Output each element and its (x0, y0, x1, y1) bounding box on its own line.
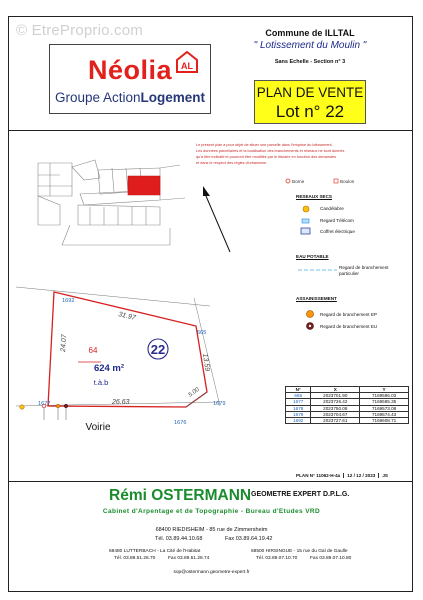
lotissement-title: " Lotissement du Moulin " (253, 40, 367, 51)
surveyor-name: Rémi OSTERMANN (109, 487, 252, 504)
branch2-fax: Fax 03.89.07.10.80 (310, 556, 352, 561)
point-1679: 1679 (213, 401, 226, 407)
dim-right: 13.59 (201, 353, 211, 372)
main-address: 68400 RIEDISHEIM - 85 rue de Zimmersheim (155, 527, 268, 533)
legend-boulon: Boulon (340, 179, 355, 184)
cell-point: 1678 (286, 405, 311, 411)
legend-telecom: Regard Télécom (320, 218, 354, 223)
legend-borne: Borne (292, 179, 305, 184)
cell-y: 7169574.43 (360, 411, 409, 417)
cell-point: 1679 (286, 411, 311, 417)
cell-point: 665 (286, 393, 311, 399)
legend-eau-potable: EAU POTABLE (296, 254, 329, 259)
cell-x: 2023704.67 (311, 411, 360, 417)
branch2-tel: Tél. 03.89.07.10.70 (256, 556, 298, 561)
legend-eau-1: Regard de branchement (339, 265, 389, 270)
location-map (38, 160, 185, 245)
regard-ep-icon (307, 311, 314, 318)
legend-eau-2: particulier (339, 271, 359, 276)
logo-group-prefix: Groupe Action (54, 90, 141, 105)
lot-number: Lot n° 22 (275, 102, 345, 121)
email-link[interactable]: sop@ostermann.geometre-expert.fr (173, 570, 250, 575)
col-header: X (311, 387, 360, 393)
branch1-tel: Tél. 03.89.51.26.70 (114, 556, 156, 561)
cell-x: 2023727.61 (311, 418, 360, 424)
lot-22-parcel (16, 287, 225, 433)
cell-x: 2023701.90 (311, 393, 360, 399)
cell-y: 7169608.71 (360, 418, 409, 424)
candelabre-icon (303, 206, 309, 212)
legend-regard-eu: Regard de branchement EU (320, 324, 378, 329)
cabinet-line: Cabinet d'Arpentage et de Topographie - Bureau d'Etudes VRD (102, 508, 321, 515)
dim-bottom: 26.63 (112, 399, 130, 406)
lot-number-circle: 22 (150, 342, 166, 357)
main-fax: Fax 03.89.64.19.42 (225, 536, 273, 542)
telecom-icon (302, 219, 309, 223)
logo-badge-text: AL (181, 61, 193, 71)
note-line: qu'à titre indicatif et pourront être modifiés par le titulaire en fonction des demandes (196, 155, 337, 159)
note-line: et dans le respect des règles d'urbanisme. (196, 161, 268, 165)
plot-area: 624 m² (93, 363, 125, 374)
note-line: Les données parcellaires et la localisation des branchements et réseaux ne sont donnés (196, 149, 345, 153)
branch2-address: 68500 HIRSINGUE - 15 rue du Gal de Gaulle (251, 549, 348, 554)
legend-candelabre: Candélabre (320, 206, 344, 211)
sale-title: PLAN DE VENTE (256, 85, 364, 100)
cell-point: 1677 (286, 399, 311, 405)
cell-x: 2023726.42 (311, 399, 360, 405)
legend-coffret: Coffret électrique (320, 229, 355, 234)
cell-point: 1692 (286, 418, 311, 424)
watermark: © EtreProprio.com (16, 22, 143, 39)
logo-group-suffix: Logement (140, 90, 206, 105)
commune-title: Commune de ILLTAL (265, 28, 355, 38)
cell-y: 7169586.03 (360, 393, 409, 399)
section-number: 64 (88, 346, 98, 355)
point-1692: 1692 (62, 298, 75, 304)
col-header: Y (360, 387, 409, 393)
plan-date: 12 / 12 / 2023 (343, 473, 378, 478)
cell-y: 7169585.35 (360, 399, 409, 405)
legend-reseaux-secs: RESEAUX SECS (296, 194, 332, 199)
point-1677: 1677 (38, 401, 51, 407)
cell-x: 2023750.08 (311, 405, 360, 411)
branch1-address: 68480 LUTTERBACH - La Cité de l'Habitat (109, 549, 201, 554)
borne-icon (286, 179, 290, 183)
point-665: 665 (197, 330, 207, 336)
street-label: Voirie (85, 422, 111, 433)
scale-section: Sans Echelle - Section n° 3 (274, 59, 346, 65)
legend-regard-ep: Regard de branchement EP (320, 312, 377, 317)
point-1676: 1676 (174, 420, 187, 426)
table-row (286, 418, 409, 424)
boulon-icon (334, 179, 338, 183)
col-header: N° (286, 387, 311, 393)
dim-top: 31.97 (117, 311, 137, 322)
legend-assainissement: ASSAINISSEMENT (296, 296, 337, 301)
plan-reference (296, 473, 391, 478)
dim-corner: 5.00 (187, 386, 201, 399)
plan-initials: JS (378, 473, 391, 478)
cell-y: 7169573.08 (360, 405, 409, 411)
logo-wordmark: Néolia (88, 55, 173, 85)
coffret-icon (301, 228, 310, 234)
main-tel: Tél. 03.89.44.10.68 (155, 536, 203, 542)
coordinates-table (285, 386, 409, 424)
plan-number: PLAN N° 11062-H-4a (296, 473, 341, 478)
dim-left: 24.07 (60, 334, 69, 353)
plot-tab: t.à.b (93, 378, 109, 387)
branch1-fax: Fax 03.89.51.28.74 (168, 556, 210, 561)
note-line: Le présent plan a pour objet de situer une parcelle dans l'emprise du lotissement. (196, 143, 333, 147)
lot-22-highlight (128, 176, 160, 195)
north-arrow-icon (203, 186, 230, 252)
surveyor-title: GEOMETRE EXPERT D.P.L.G. (251, 491, 350, 498)
